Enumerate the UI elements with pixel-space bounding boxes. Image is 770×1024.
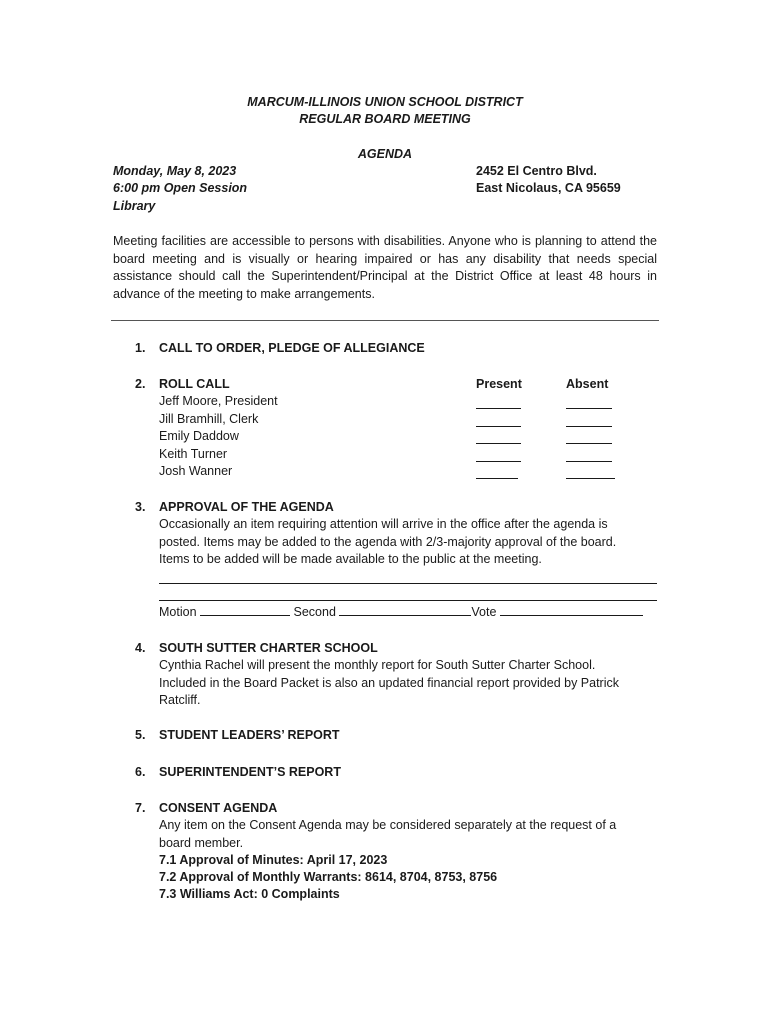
absent-blank[interactable] [566,408,612,409]
consent-subitem: 7.1 Approval of Minutes: April 17, 2023 [159,853,388,867]
item-6-number: 6. [135,765,146,779]
accessibility-notice: Meeting facilities are accessible to persons with disabilities. Anyone who is planning to attend the board meeting and is visually or hearing impaired or has any disability that needs special assistance should call the Superintendent/Principal at the District Office at least 48 hours in advance of the meeting to make arrangements. [113,234,657,301]
item-7-title: CONSENT AGENDA [159,801,278,815]
meeting-location: Library [113,199,156,213]
absent-blank[interactable] [566,443,612,444]
consent-subitem: 7.2 Approval of Monthly Warrants: 8614, 8704, 8753, 8756 [159,870,498,884]
consent-subitem: 7.3 Williams Act: 0 Complaints [159,887,340,901]
district-name: MARCUM-ILLINOIS UNION SCHOOL DISTRICT [247,95,523,109]
absent-blank[interactable] [566,426,612,427]
item-5-title: STUDENT LEADERS’ REPORT [159,728,340,742]
item-7-number: 7. [135,801,146,815]
item-1-number: 1. [135,341,146,355]
present-blank[interactable] [476,461,521,462]
member-name: Emily Daddow [159,429,239,443]
vote-label: Vote [471,605,497,619]
second-blank[interactable] [339,603,471,616]
meeting-date: Monday, May 8, 2023 [113,164,237,178]
absent-blank[interactable] [566,478,615,479]
present-blank[interactable] [476,443,521,444]
item-5-number: 5. [135,728,146,742]
member-name: Jill Bramhill, Clerk [159,412,259,426]
meeting-session: 6:00 pm Open Session [113,181,248,195]
present-blank[interactable] [476,408,521,409]
charter-text: Cynthia Rachel will present the monthly report for South Sutter Charter School. Included in the Board Packet is also an updated financial report provided by Patrick Ratcliff. [159,658,619,707]
item-3-number: 3. [135,500,146,514]
meeting-type: REGULAR BOARD MEETING [299,112,471,126]
member-name: Jeff Moore, President [159,394,278,408]
addition-line[interactable] [159,600,657,601]
member-name: Keith Turner [159,447,228,461]
item-2-number: 2. [135,377,146,391]
vote-blank[interactable] [500,603,643,616]
absent-blank[interactable] [566,461,612,462]
present-blank[interactable] [476,478,518,479]
consent-text: Any item on the Consent Agenda may be considered separately at the request of a board member. [159,818,617,850]
member-name: Josh Wanner [159,464,233,478]
motion-label: Motion [159,605,197,619]
present-header: Present [476,377,522,391]
address-line-1: 2452 El Centro Blvd. [476,164,597,178]
second-label: Second [293,605,336,619]
approval-text: Occasionally an item requiring attention will arrive in the office after the agenda is posted. Items may be added to the agenda with 2/3-majority approval of the board. Items to be added will be made available to the public at the meeting. [159,517,617,566]
item-4-title: SOUTH SUTTER CHARTER SCHOOL [159,641,378,655]
item-3-title: APPROVAL OF THE AGENDA [159,500,334,514]
agenda-title: AGENDA [357,147,413,161]
item-2-title: ROLL CALL [159,377,230,391]
item-1-title: CALL TO ORDER, PLEDGE OF ALLEGIANCE [159,341,425,355]
addition-line[interactable] [159,583,657,584]
absent-header: Absent [566,377,609,391]
address-line-2: East Nicolaus, CA 95659 [476,181,621,195]
divider [111,320,659,321]
item-4-number: 4. [135,641,146,655]
present-blank[interactable] [476,426,521,427]
item-6-title: SUPERINTENDENT’S REPORT [159,765,341,779]
vote-row [159,603,643,621]
motion-blank[interactable] [200,603,290,616]
